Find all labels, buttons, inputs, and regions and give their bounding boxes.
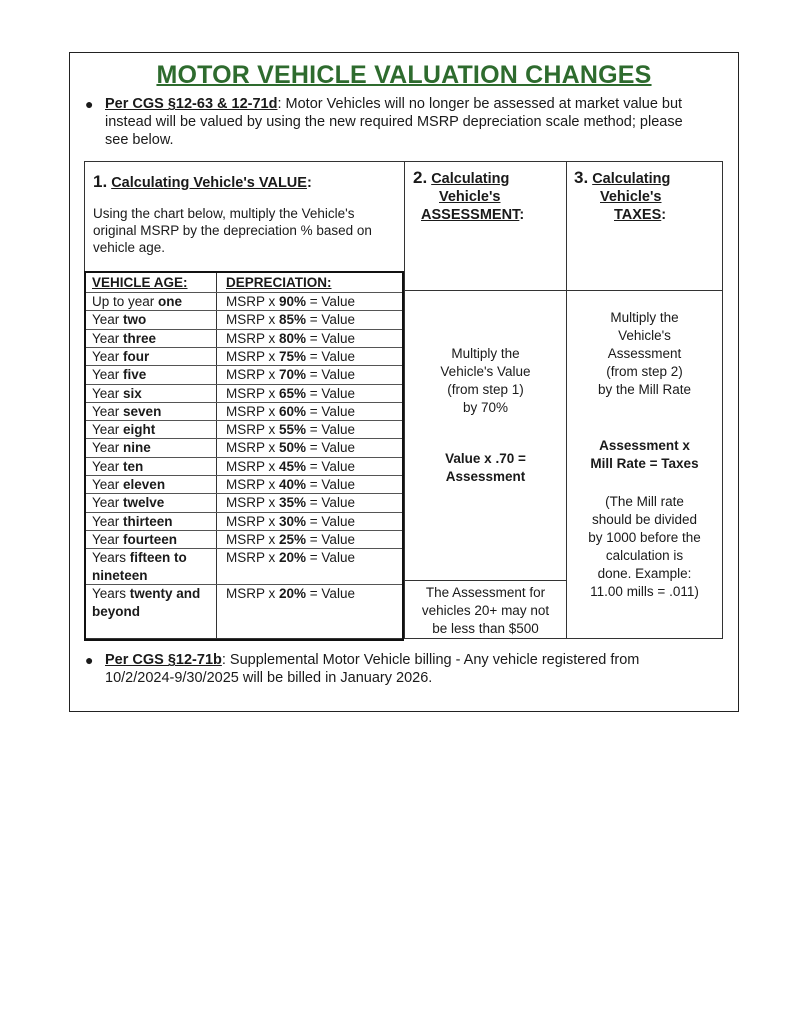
column-header-value: 1. Calculating Vehicle's VALUE: xyxy=(93,172,312,191)
statute-note-text: : Motor Vehicles will no longer be assessed at market value but instead will be valued by using the new required MSRP depreciation scale method; please see below. xyxy=(105,96,683,148)
vehicle-age-cell: Year three xyxy=(92,330,157,346)
depreciation-cell: MSRP x 85% = Value xyxy=(226,312,355,328)
depreciation-cell: MSRP x 20% = Value xyxy=(226,586,355,602)
header-divider xyxy=(404,290,723,291)
depreciation-cell: MSRP x 30% = Value xyxy=(226,513,355,529)
header-vehicle-age: VEHICLE AGE: xyxy=(92,275,188,290)
vehicle-age-cell: Year six xyxy=(92,385,142,401)
bullet-icon: ● xyxy=(85,652,94,668)
depreciation-cell: MSRP x 35% = Value xyxy=(226,495,355,511)
depreciation-cell: MSRP x 60% = Value xyxy=(226,403,355,419)
statute-note-text: : Supplemental Motor Vehicle billing - Any vehicle registered from 10/2/2024-9/30/2025 will be billed in January 2026. xyxy=(105,652,640,686)
assessment-instructions: Multiply the Vehicle's Value (from step 1) by 70% xyxy=(440,346,531,415)
vehicle-age-cell: Years twenty and beyond xyxy=(92,586,201,620)
assessment-formula: Value x .70 = Assessment xyxy=(445,451,526,484)
vehicle-age-cell: Year twelve xyxy=(92,495,165,511)
depreciation-cell: MSRP x 75% = Value xyxy=(226,348,355,364)
footnote-divider xyxy=(404,580,566,581)
vehicle-age-cell: Year five xyxy=(92,367,147,383)
depreciation-cell: MSRP x 70% = Value xyxy=(226,367,355,383)
vehicle-age-cell: Year eleven xyxy=(92,477,166,492)
statute-reference: Per CGS §12-63 & 12-71d xyxy=(105,96,278,112)
vehicle-age-cell: Year two xyxy=(92,312,147,328)
depreciation-cell: MSRP x 20% = Value xyxy=(226,550,355,566)
vehicle-age-cell: Years fifteen to nineteen xyxy=(92,550,187,584)
vehicle-age-cell: Year eight xyxy=(92,422,156,438)
calculation-table xyxy=(84,161,723,639)
assessment-minimum-note: The Assessment for vehicles 20+ may not be less than $500 xyxy=(421,585,550,636)
statute-note-valuation xyxy=(85,95,710,149)
depreciation-cell: MSRP x 65% = Value xyxy=(226,385,355,401)
depreciation-cell: MSRP x 55% = Value xyxy=(226,422,355,438)
vehicle-age-cell: Year fourteen xyxy=(92,531,178,547)
depreciation-cell: MSRP x 80% = Value xyxy=(226,330,355,346)
value-instructions: Using the chart below, multiply the Vehicle's original MSRP by the depreciation % based on vehicle age. xyxy=(93,206,372,255)
vehicle-age-cell: Up to year one xyxy=(92,294,183,309)
vehicle-age-cell: Year thirteen xyxy=(92,513,173,529)
statute-note-supplemental xyxy=(85,651,710,687)
mill-rate-note: (The Mill rate should be divided by 1000 before the calculation is done. Example: 11.00 mills = .011) xyxy=(588,494,701,599)
depreciation-cell: MSRP x 25% = Value xyxy=(226,531,355,547)
depreciation-cell: MSRP x 90% = Value xyxy=(226,294,355,309)
vehicle-age-cell: Year nine xyxy=(92,440,151,456)
vehicle-age-cell: Year ten xyxy=(92,458,144,474)
depreciation-cell: MSRP x 40% = Value xyxy=(226,477,355,492)
statute-reference: Per CGS §12-71b xyxy=(105,652,222,668)
header-depreciation: DEPRECIATION: xyxy=(226,275,332,290)
column-header-assessment: 2. Calculating Vehicle's ASSESSMENT: xyxy=(413,168,525,223)
depreciation-cell: MSRP x 45% = Value xyxy=(226,458,355,474)
vehicle-age-cell: Year four xyxy=(92,348,150,364)
page-title: MOTOR VEHICLE VALUATION CHANGES xyxy=(156,61,652,89)
table-right-border xyxy=(722,161,723,639)
tax-formula: Assessment x Mill Rate = Taxes xyxy=(590,438,699,471)
tax-instructions: Multiply the Vehicle's Assessment (from step 2) by the Mill Rate xyxy=(597,310,692,397)
column-header-taxes: 3. Calculating Vehicle's TAXES: xyxy=(574,168,671,223)
vehicle-age-cell: Year seven xyxy=(92,403,162,419)
depreciation-table xyxy=(84,271,404,641)
valuation-notice xyxy=(69,52,739,712)
bullet-icon: ● xyxy=(85,96,94,112)
depreciation-cell: MSRP x 50% = Value xyxy=(226,440,355,456)
